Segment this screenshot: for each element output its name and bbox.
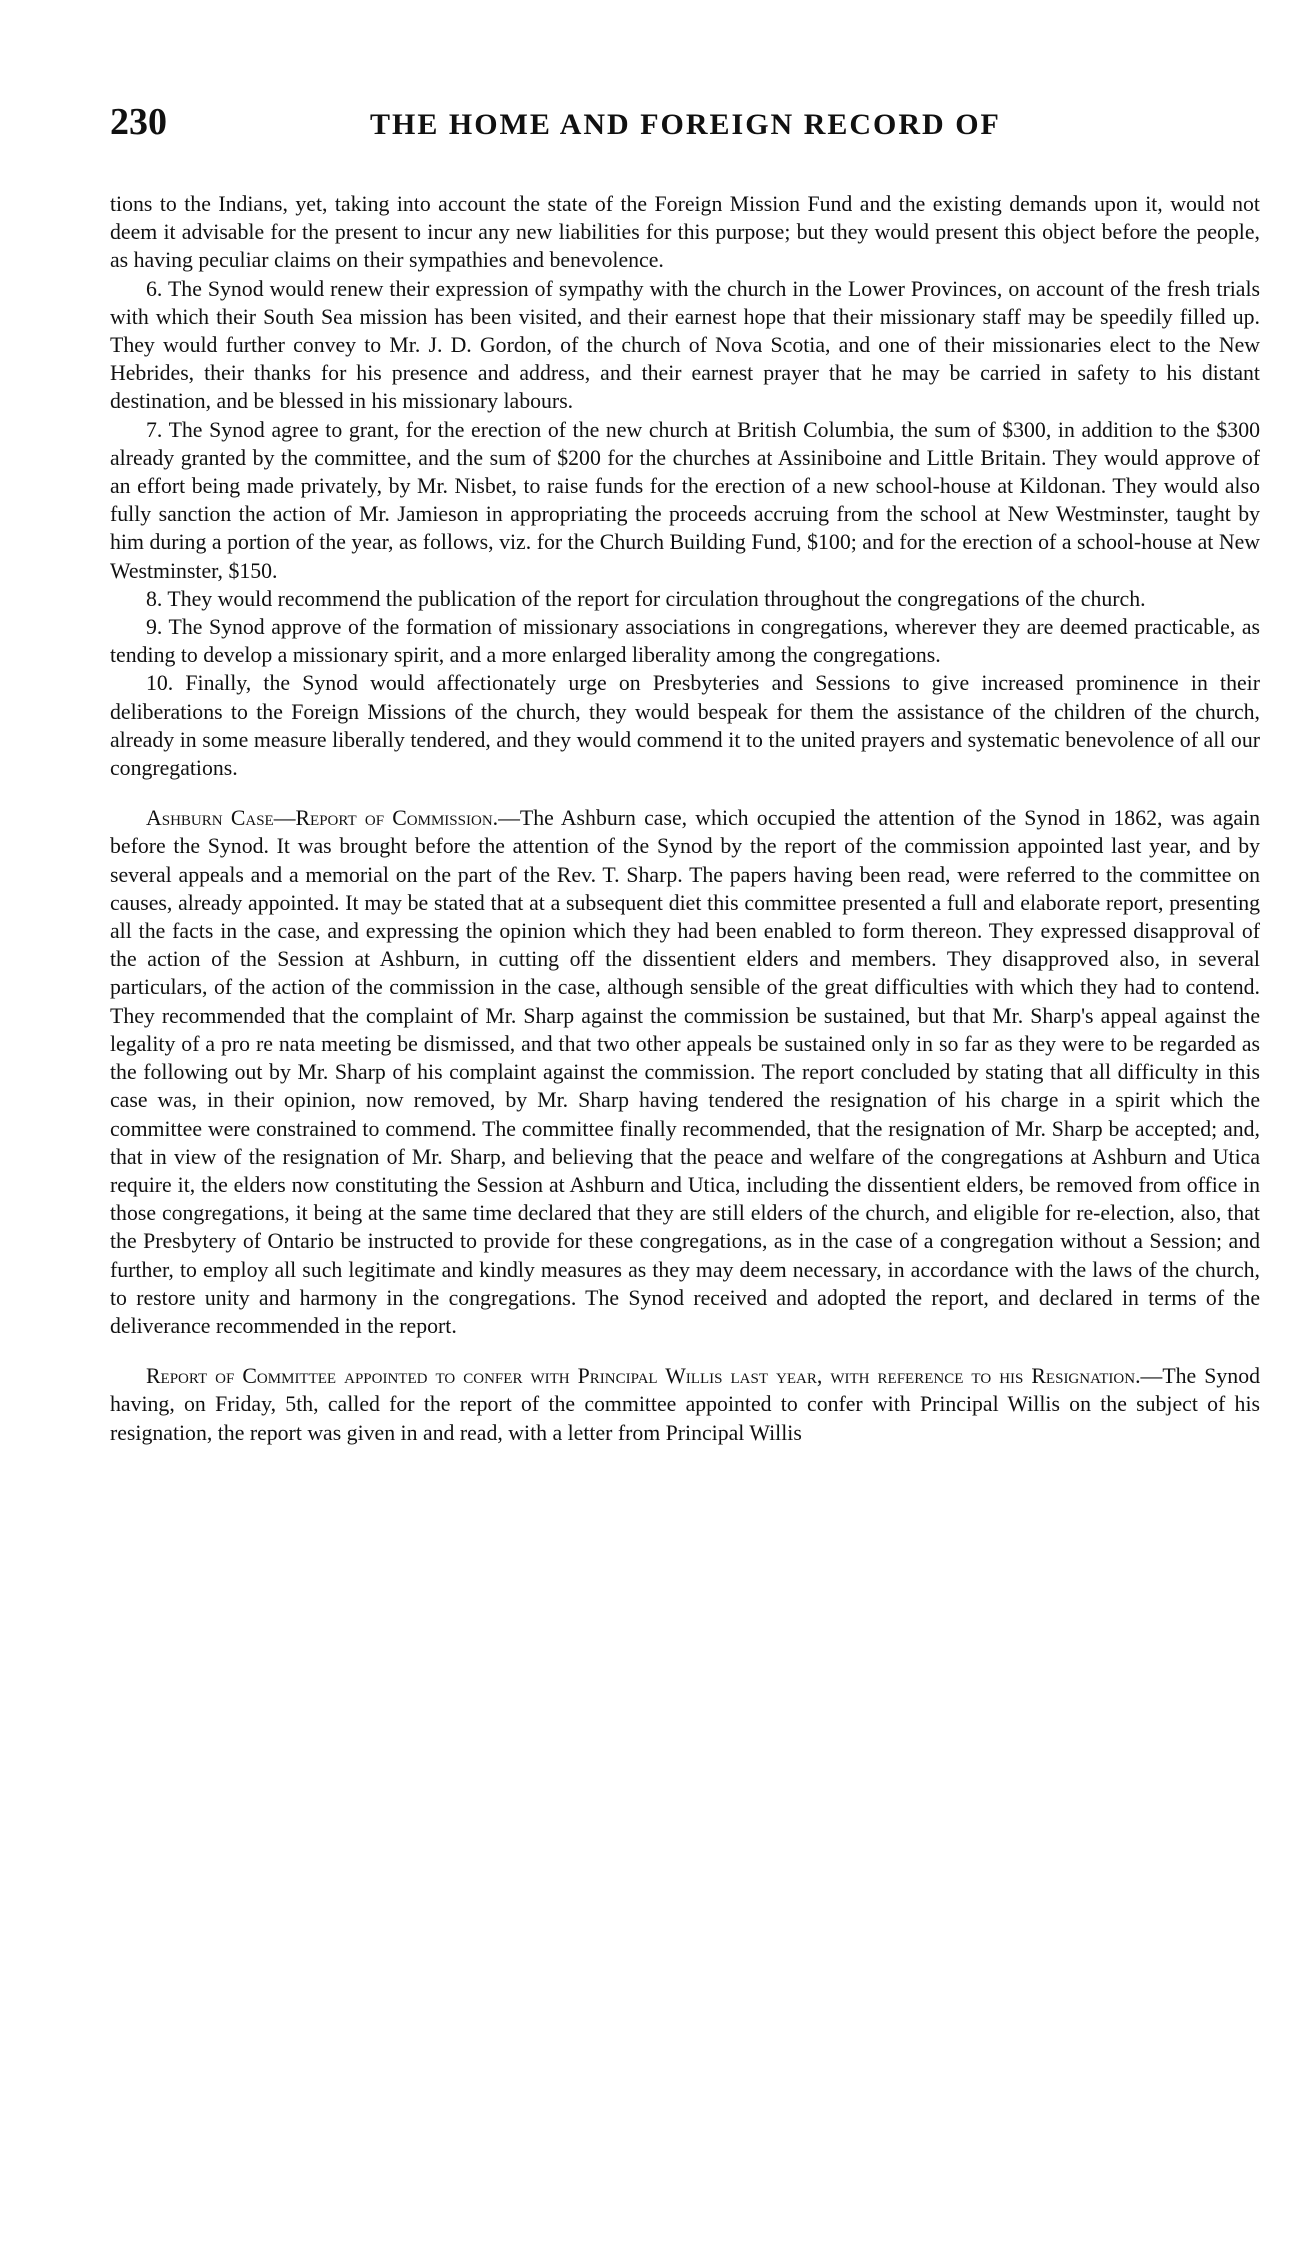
- section-body-ashburn: —The Ashburn case, which occupied the attention of the Synod in 1862, was again before the Synod. It was brought before the attention of the Synod by the report of the commission appointed last year, and by several appeals and a memorial on the part of the Rev. T. Sharp. The papers having been read, were referred to the committee on causes, already appointed. It may be stated that at a subsequent diet this committee presented a full and elaborate report, presenting all the facts in the case, and expressing the opinion which they had been enabled to form thereon. They expressed disapproval of the action of the Session at Ashburn, in cutting off the dissentient elders and members. They disapproved also, in several particulars, of the action of the commission in the case, although sensible of the great difficulties with which they had to contend. They recommended that the complaint of Mr. Sharp against the commission be sustained, but that Mr. Sharp's appeal against the legality of a pro re nata meeting be dismissed, and that two other appeals be sustained only in so far as they were to be regarded as the following out by Mr. Sharp of his complaint against the commission. The report concluded by stating that all difficulty in this case was, in their opinion, now removed, by Mr. Sharp having tendered the resignation of his charge in a spirit which the committee were constrained to commend. The committee finally recommended, that the resignation of Mr. Sharp be accepted; and, that in view of the resignation of Mr. Sharp, and believing that the peace and welfare of the congregations at Ashburn and Utica require it, the elders now constituting the Session at Ashburn and Utica, including the dissentient elders, be removed from office in those congregations, it being at the same time declared that they are still elders of the church, and eligible for re-election, also, that the Presbytery of Ontario be instructed to provide for these congregations, as in the case of a congregation without a Session; and further, to employ all such legitimate and kindly measures as they may deem necessary, in accordance with the laws of the church, to restore unity and harmony in the congregations. The Synod received and adopted the report, and declared in terms of the deliverance recommended in the report.: [110, 806, 1261, 1338]
- page-header: [110, 100, 1260, 160]
- paragraph-item-7: 7. The Synod agree to grant, for the erection of the new church at British Columbia, the sum of $300, in addition to the $300 already granted by the committee, and the sum of $200 for the churches at Assiniboine and Little Britain. They would approve of an effort being made privately, by Mr. Nisbet, to raise funds for the erection of a new school-house at Kildonan. They would also fully sanction the action of Mr. Jamieson in appropriating the proceeds accruing from the school at New Westminster, taught by him during a portion of the year, as follows, viz. for the Church Building Fund, $100; and for the erection of a school-house at New Westminster, $150.: [110, 417, 1260, 583]
- paragraph-item-8: 8. They would recommend the publication of the report for circulation throughout the congregations of the church.: [146, 586, 1146, 611]
- paragraph-item-9: 9. The Synod approve of the formation of missionary associations in congregations, wherever they are deemed practicable, as tending to develop a missionary spirit, and a more enlarged liberality among the congregations.: [110, 615, 1260, 668]
- section-ashburn-case: [110, 804, 1260, 1340]
- section-principal-willis: [110, 1362, 1260, 1447]
- document-page: [110, 100, 1260, 1447]
- section-heading-willis: Report of Committee appointed to confer with Principal Willis last year, with reference to his Resignation.: [146, 1364, 1141, 1389]
- paragraph-continued: tions to the Indians, yet, taking into account the state of the Foreign Mission Fund and the existing demands upon it, would not deem it advisable for the present to incur any new liabilities for this purpose; but they would present this object before the people, as having peculiar claims on their sympathies and benevolence.: [110, 192, 1260, 273]
- section-gap: [110, 1340, 1260, 1362]
- running-title: THE HOME AND FOREIGN RECORD OF: [370, 108, 1001, 141]
- page-body: [110, 190, 1260, 1447]
- page-number: 230: [110, 101, 167, 143]
- section-heading-ashburn: Ashburn Case—Report of Commission.: [146, 806, 499, 831]
- paragraph-item-6: 6. The Synod would renew their expression of sympathy with the church in the Lower Provinces, on account of the fresh trials with which their South Sea mission has been visited, and their earnest hope that their missionary staff may be speedily filled up. They would further convey to Mr. J. D. Gordon, of the church of Nova Scotia, and one of their missionaries elect to the New Hebrides, their thanks for his presence and address, and their earnest prayer that he may be carried in safety to his distant destination, and be blessed in his missionary labours.: [110, 276, 1260, 414]
- section-gap: [110, 782, 1260, 804]
- paragraph-item-10: 10. Finally, the Synod would affectionately urge on Presbyteries and Sessions to give increased prominence in their deliberations to the Foreign Missions of the church, they would bespeak for them the assistance of the children of the church, already in some measure liberally tendered, and they would commend it to the united prayers and systematic benevolence of all our congregations.: [110, 671, 1260, 781]
- section-body-willis: —The Synod having, on Friday, 5th, called for the report of the committee appointed to confer with Principal Willis on the subject of his resignation, the report was given in and read, with a letter from Principal Willis: [110, 1364, 1260, 1445]
